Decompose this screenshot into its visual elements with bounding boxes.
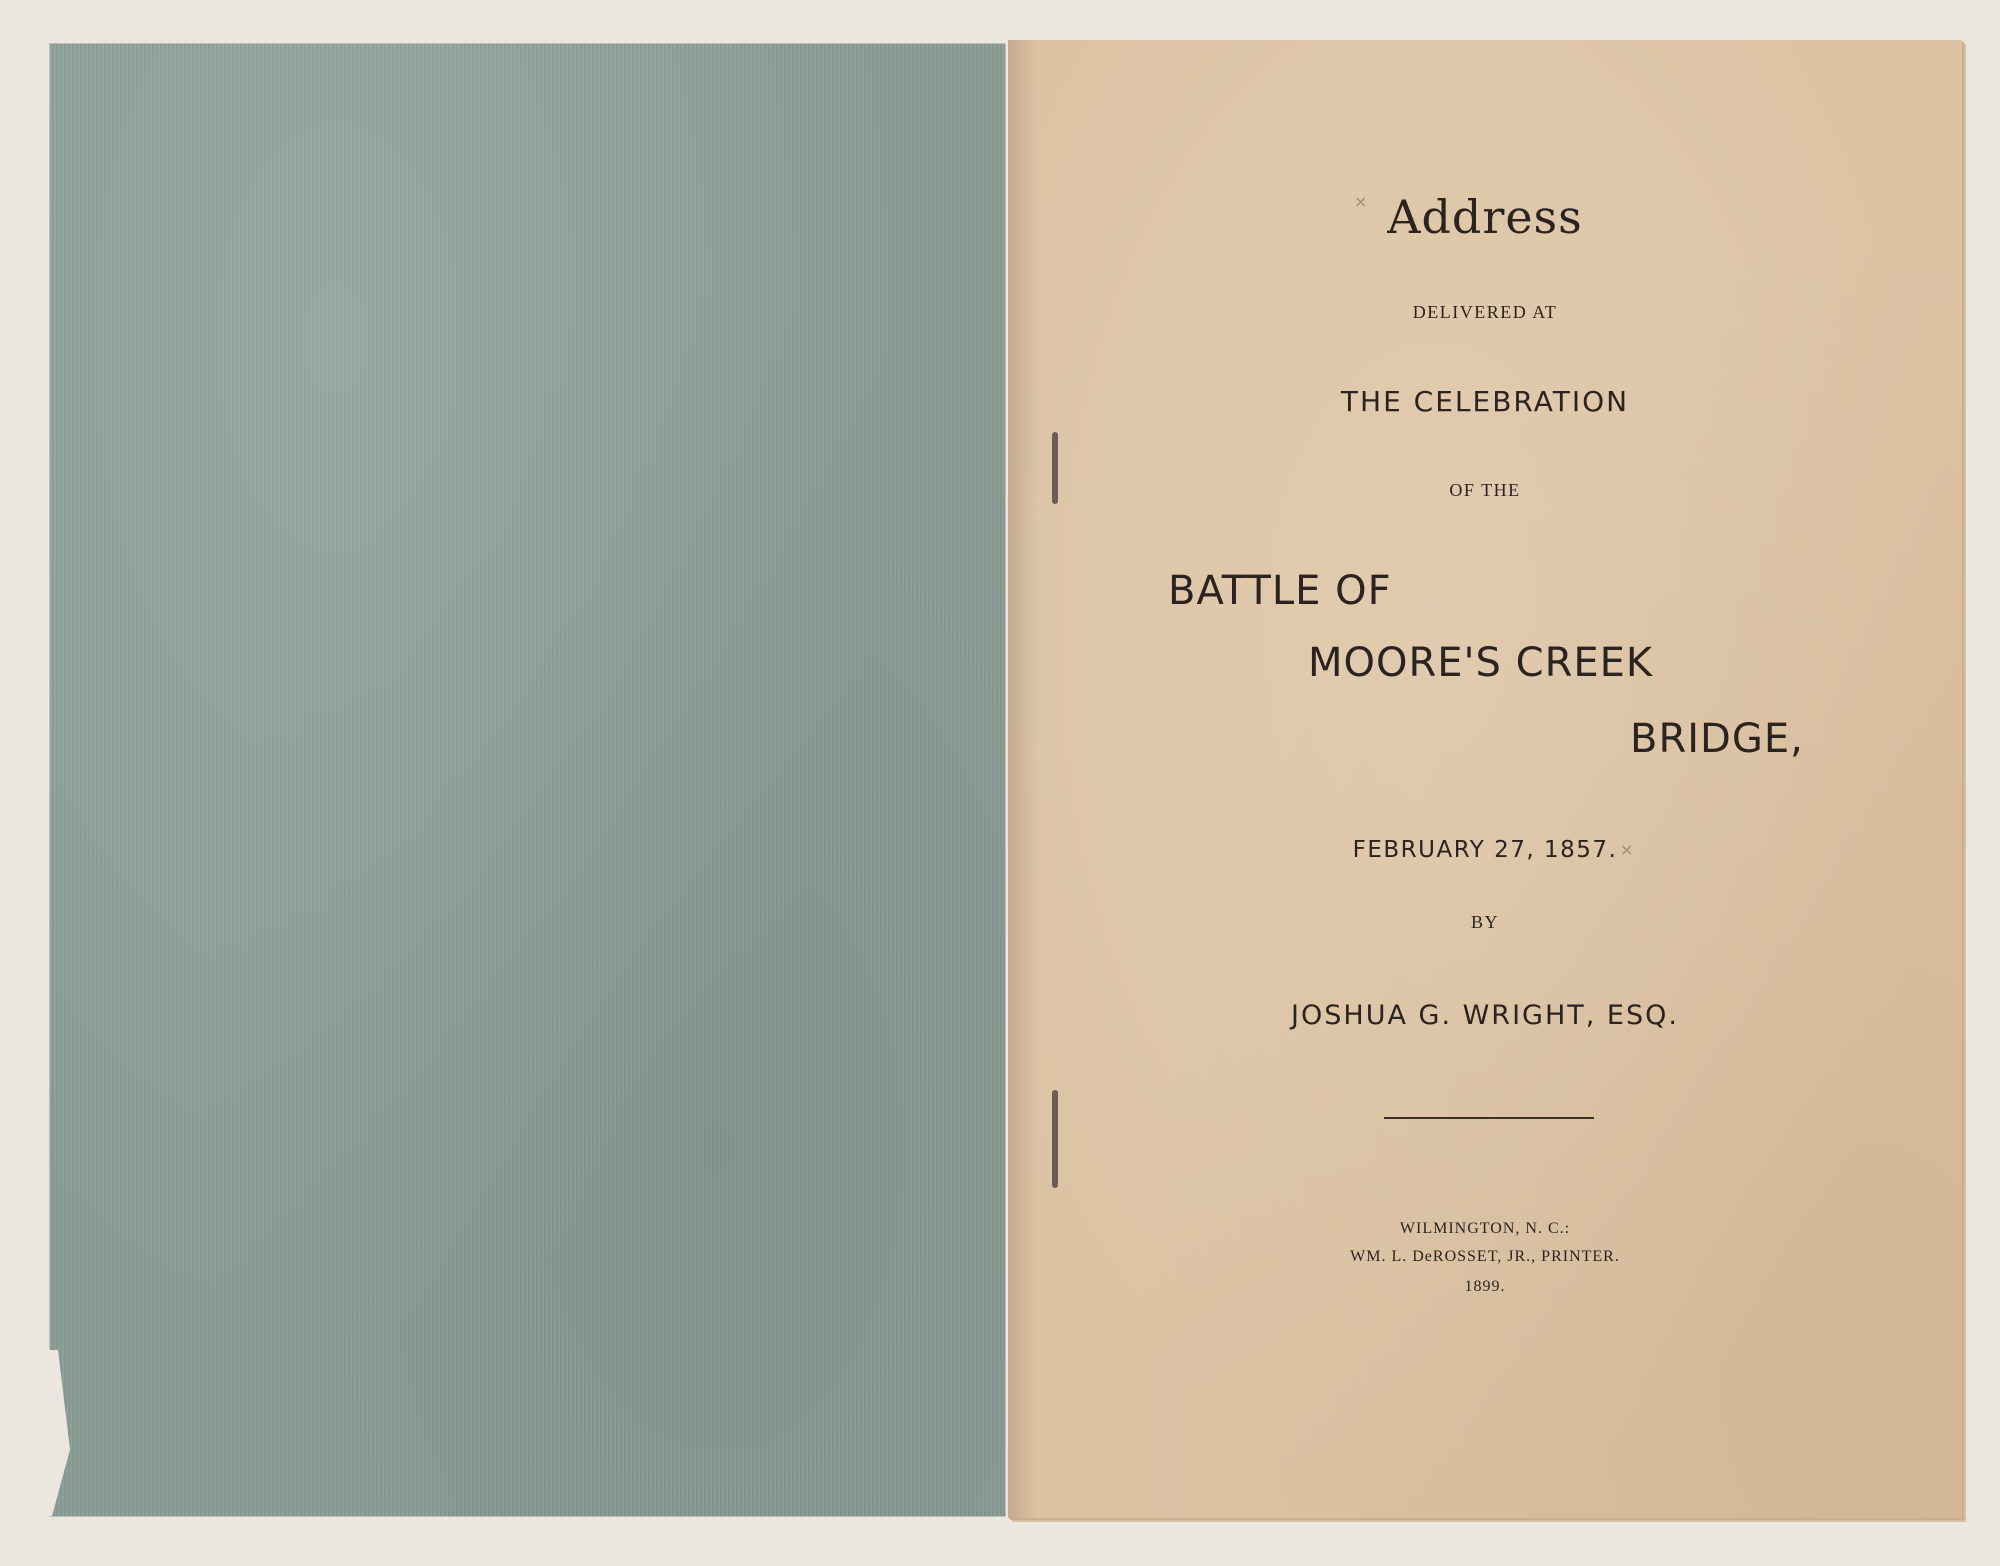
- blue-cover: [50, 44, 1005, 1516]
- pencil-mark: ×: [1354, 192, 1368, 211]
- divider-rule: [1384, 1117, 1594, 1119]
- imprint-year: 1899.: [1464, 1278, 1506, 1295]
- of-the: OF THE: [1449, 480, 1521, 500]
- delivered-at: DELIVERED AT: [1412, 302, 1558, 322]
- gutter-shadow: [1008, 40, 1038, 1518]
- the-celebration: THE CELEBRATION: [1340, 385, 1630, 418]
- pencil-mark: ×: [1620, 840, 1634, 859]
- date-line: FEBRUARY 27, 1857.: [1352, 837, 1618, 863]
- imprint-city: WILMINGTON, N. C.:: [1399, 1220, 1571, 1237]
- title-address: Address: [1387, 190, 1583, 244]
- staple-bottom: [1052, 1090, 1058, 1188]
- by-line: BY: [1470, 912, 1499, 932]
- title-page: [1008, 40, 1962, 1518]
- bridge: BRIDGE,: [1630, 716, 1804, 762]
- author-name: JOSHUA G. WRIGHT, ESQ.: [1291, 1000, 1679, 1031]
- moores-creek: MOORE'S CREEK: [1308, 640, 1654, 686]
- imprint-printer: WM. L. DeROSSET, JR., PRINTER.: [1350, 1248, 1620, 1265]
- battle-of: BATTLE OF: [1168, 568, 1392, 614]
